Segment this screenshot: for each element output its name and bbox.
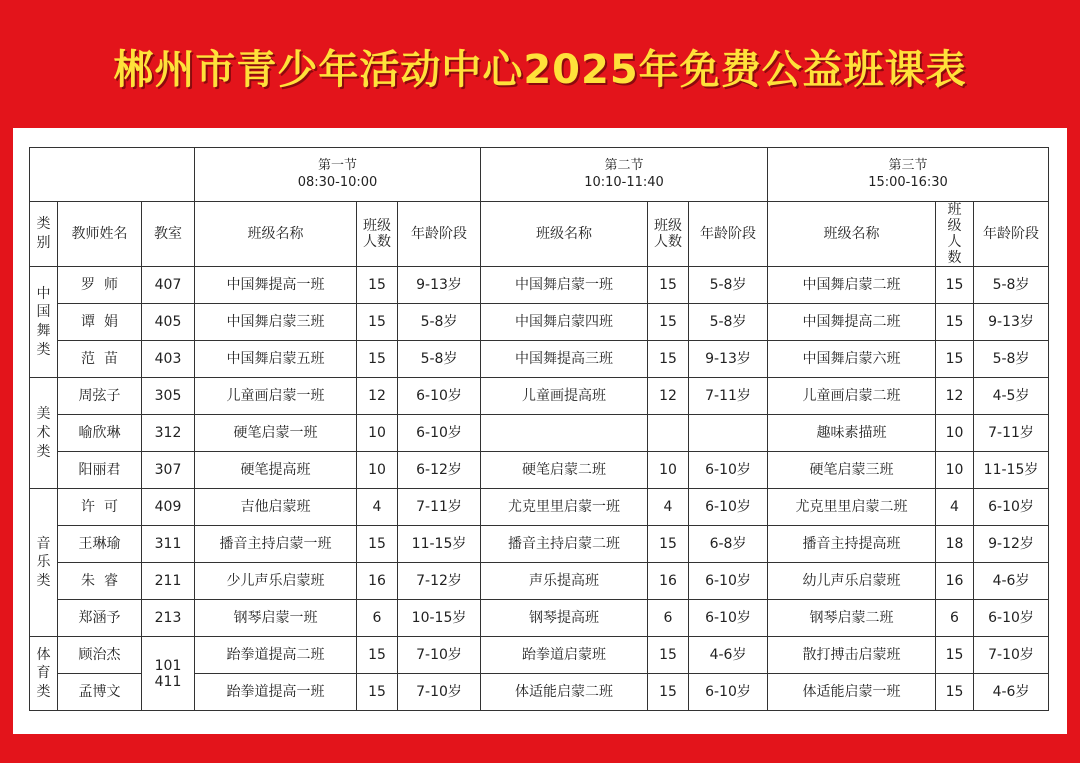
age-range-cell: 11-15岁	[974, 452, 1049, 489]
session-2-name: 第二节	[604, 157, 644, 173]
age-range-cell: 6-10岁	[689, 452, 768, 489]
teacher-header: 教师姓名	[58, 202, 142, 267]
room-cell: 407	[142, 267, 195, 304]
schedule-sheet	[13, 128, 1067, 734]
class-count-cell: 18	[936, 526, 974, 563]
age-range-cell: 7-11岁	[689, 378, 768, 415]
teacher-cell: 朱 睿	[58, 563, 142, 600]
class-count-cell: 4	[936, 489, 974, 526]
class-count-cell: 15	[936, 341, 974, 378]
teacher-cell: 王琳瑜	[58, 526, 142, 563]
teacher-cell: 罗 师	[58, 267, 142, 304]
age-range-cell: 7-10岁	[398, 674, 481, 711]
class-name-cell: 硬笔启蒙一班	[195, 415, 357, 452]
class-count-cell: 12	[648, 378, 689, 415]
teacher-cell: 孟博文	[58, 674, 142, 711]
age-range-cell: 5-8岁	[689, 304, 768, 341]
age-range-cell: 6-10岁	[398, 378, 481, 415]
class-name-cell: 体适能启蒙一班	[768, 674, 936, 711]
teacher-cell: 周弦子	[58, 378, 142, 415]
class-name-cell	[481, 415, 648, 452]
room-cell: 403	[142, 341, 195, 378]
class-count-cell: 15	[357, 674, 398, 711]
class-name-cell: 吉他启蒙班	[195, 489, 357, 526]
table-row	[30, 341, 1049, 378]
session-3-time: 15:00-16:30	[868, 174, 948, 190]
age-range-cell: 4-6岁	[974, 563, 1049, 600]
session-1-time: 08:30-10:00	[297, 174, 378, 190]
class-count-cell: 16	[936, 563, 974, 600]
class-count-cell: 15	[648, 304, 689, 341]
class-count-cell: 16	[357, 563, 398, 600]
class-count-cell: 15	[936, 674, 974, 711]
category-header: 类别	[30, 202, 58, 267]
class-count-cell: 15	[936, 267, 974, 304]
age-range-cell: 6-10岁	[689, 600, 768, 637]
table-row	[30, 304, 1049, 341]
age-header-2: 年龄阶段	[689, 202, 768, 267]
table-row	[30, 637, 1049, 674]
class-name-cell: 硬笔启蒙二班	[481, 452, 648, 489]
category-cell: 美术类	[30, 378, 58, 489]
class-count-cell: 10	[936, 415, 974, 452]
class-name-cell: 硬笔启蒙三班	[768, 452, 936, 489]
room-cell: 405	[142, 304, 195, 341]
age-range-cell: 5-8岁	[689, 267, 768, 304]
class-name-header-1: 班级名称	[195, 202, 357, 267]
class-name-cell: 尤克里里启蒙一班	[481, 489, 648, 526]
column-header-row	[30, 202, 1049, 267]
age-range-cell: 6-10岁	[689, 674, 768, 711]
class-name-header-2: 班级名称	[481, 202, 648, 267]
age-range-cell: 7-11岁	[398, 489, 481, 526]
session-3-name: 第三节	[888, 157, 928, 173]
class-count-cell: 15	[648, 267, 689, 304]
session-2-time: 10:10-11:40	[584, 174, 664, 190]
class-count-cell: 10	[648, 452, 689, 489]
schedule-table	[29, 147, 1049, 711]
table-row	[30, 563, 1049, 600]
class-count-cell: 6	[357, 600, 398, 637]
class-count-cell: 12	[936, 378, 974, 415]
session-3-header	[768, 148, 1049, 202]
age-range-cell: 6-12岁	[398, 452, 481, 489]
category-cell: 音乐类	[30, 489, 58, 637]
class-name-cell: 儿童画启蒙一班	[195, 378, 357, 415]
page-title: 郴州市青少年活动中心2025年免费公益班课表	[113, 47, 967, 93]
age-range-cell: 7-12岁	[398, 563, 481, 600]
age-range-cell: 6-10岁	[689, 489, 768, 526]
table-row	[30, 415, 1049, 452]
class-name-cell: 钢琴启蒙二班	[768, 600, 936, 637]
table-row	[30, 452, 1049, 489]
class-name-cell: 跆拳道提高二班	[195, 637, 357, 674]
age-range-cell: 11-15岁	[398, 526, 481, 563]
teacher-cell: 阳丽君	[58, 452, 142, 489]
class-name-cell: 中国舞提高二班	[768, 304, 936, 341]
age-range-cell: 5-8岁	[974, 267, 1049, 304]
age-range-cell: 6-10岁	[689, 563, 768, 600]
age-range-cell: 6-10岁	[974, 600, 1049, 637]
category-cell: 体育类	[30, 637, 58, 711]
room-cell	[142, 637, 195, 711]
class-name-cell: 播音主持启蒙一班	[195, 526, 357, 563]
table-row	[30, 526, 1049, 563]
count-header-2: 班级人数	[648, 202, 689, 267]
count-header-1: 班级人数	[357, 202, 398, 267]
age-range-cell: 9-13岁	[689, 341, 768, 378]
class-name-cell: 中国舞提高一班	[195, 267, 357, 304]
class-count-cell: 15	[648, 674, 689, 711]
room-cell: 211	[142, 563, 195, 600]
class-count-cell	[648, 415, 689, 452]
class-name-cell: 幼儿声乐启蒙班	[768, 563, 936, 600]
room-cell: 409	[142, 489, 195, 526]
class-name-cell: 硬笔提高班	[195, 452, 357, 489]
class-count-cell: 15	[936, 637, 974, 674]
session-header-row	[30, 148, 1049, 202]
class-name-cell: 播音主持启蒙二班	[481, 526, 648, 563]
teacher-cell: 顾治杰	[58, 637, 142, 674]
session-1-header	[195, 148, 481, 202]
table-row	[30, 267, 1049, 304]
class-name-cell: 钢琴提高班	[481, 600, 648, 637]
teacher-cell: 喻欣琳	[58, 415, 142, 452]
age-range-cell: 5-8岁	[974, 341, 1049, 378]
age-header-3: 年龄阶段	[974, 202, 1049, 267]
session-2-header	[481, 148, 768, 202]
class-count-cell: 10	[936, 452, 974, 489]
age-range-cell: 7-10岁	[974, 637, 1049, 674]
schedule-body	[30, 148, 1049, 711]
class-count-cell: 6	[648, 600, 689, 637]
class-count-cell: 15	[648, 526, 689, 563]
room-cell: 213	[142, 600, 195, 637]
age-range-cell: 7-11岁	[974, 415, 1049, 452]
room-number: 411	[154, 673, 182, 690]
room-cell: 307	[142, 452, 195, 489]
class-count-cell: 10	[357, 415, 398, 452]
class-name-cell: 钢琴启蒙一班	[195, 600, 357, 637]
age-range-cell: 4-5岁	[974, 378, 1049, 415]
class-count-cell: 6	[936, 600, 974, 637]
class-count-cell: 15	[357, 304, 398, 341]
room-cell: 311	[142, 526, 195, 563]
class-count-cell: 10	[357, 452, 398, 489]
class-name-cell: 播音主持提高班	[768, 526, 936, 563]
age-range-cell: 10-15岁	[398, 600, 481, 637]
class-name-cell: 中国舞启蒙六班	[768, 341, 936, 378]
class-count-cell: 15	[648, 637, 689, 674]
class-name-cell: 散打搏击启蒙班	[768, 637, 936, 674]
teacher-cell: 范 苗	[58, 341, 142, 378]
room-number: 101	[154, 657, 182, 674]
class-name-cell: 中国舞启蒙四班	[481, 304, 648, 341]
class-count-cell: 4	[357, 489, 398, 526]
age-header-1: 年龄阶段	[398, 202, 481, 267]
class-name-cell: 趣味素描班	[768, 415, 936, 452]
table-row	[30, 600, 1049, 637]
class-name-cell: 中国舞启蒙一班	[481, 267, 648, 304]
age-range-cell: 5-8岁	[398, 341, 481, 378]
class-name-cell: 儿童画启蒙二班	[768, 378, 936, 415]
class-name-cell: 少儿声乐启蒙班	[195, 563, 357, 600]
age-range-cell: 7-10岁	[398, 637, 481, 674]
age-range-cell: 9-13岁	[398, 267, 481, 304]
age-range-cell: 9-13岁	[974, 304, 1049, 341]
age-range-cell: 9-12岁	[974, 526, 1049, 563]
class-count-cell: 4	[648, 489, 689, 526]
class-count-cell: 15	[357, 341, 398, 378]
teacher-cell: 谭 娟	[58, 304, 142, 341]
class-count-cell: 15	[648, 341, 689, 378]
room-header: 教室	[142, 202, 195, 267]
class-name-cell: 中国舞启蒙五班	[195, 341, 357, 378]
class-name-cell: 中国舞提高三班	[481, 341, 648, 378]
category-cell: 中国舞类	[30, 267, 58, 378]
session-1-name: 第一节	[318, 157, 358, 173]
class-count-cell: 15	[357, 267, 398, 304]
class-count-cell: 15	[936, 304, 974, 341]
class-name-cell: 尤克里里启蒙二班	[768, 489, 936, 526]
age-range-cell: 6-8岁	[689, 526, 768, 563]
class-name-cell: 声乐提高班	[481, 563, 648, 600]
age-range-cell: 4-6岁	[689, 637, 768, 674]
teacher-cell: 许 可	[58, 489, 142, 526]
teacher-cell: 郑涵予	[58, 600, 142, 637]
class-name-cell: 中国舞启蒙二班	[768, 267, 936, 304]
table-row	[30, 489, 1049, 526]
class-count-cell: 12	[357, 378, 398, 415]
class-name-header-3: 班级名称	[768, 202, 936, 267]
age-range-cell	[689, 415, 768, 452]
class-name-cell: 体适能启蒙二班	[481, 674, 648, 711]
class-count-cell: 15	[357, 526, 398, 563]
class-name-cell: 儿童画提高班	[481, 378, 648, 415]
room-cell: 305	[142, 378, 195, 415]
class-name-cell: 跆拳道启蒙班	[481, 637, 648, 674]
blank-corner-cell	[30, 148, 195, 202]
age-range-cell: 5-8岁	[398, 304, 481, 341]
class-count-cell: 16	[648, 563, 689, 600]
class-name-cell: 中国舞启蒙三班	[195, 304, 357, 341]
age-range-cell: 6-10岁	[974, 489, 1049, 526]
count-header-3: 班级人数	[936, 202, 974, 267]
class-count-cell: 15	[357, 637, 398, 674]
room-cell: 312	[142, 415, 195, 452]
table-row	[30, 378, 1049, 415]
age-range-cell: 6-10岁	[398, 415, 481, 452]
age-range-cell: 4-6岁	[974, 674, 1049, 711]
class-name-cell: 跆拳道提高一班	[195, 674, 357, 711]
